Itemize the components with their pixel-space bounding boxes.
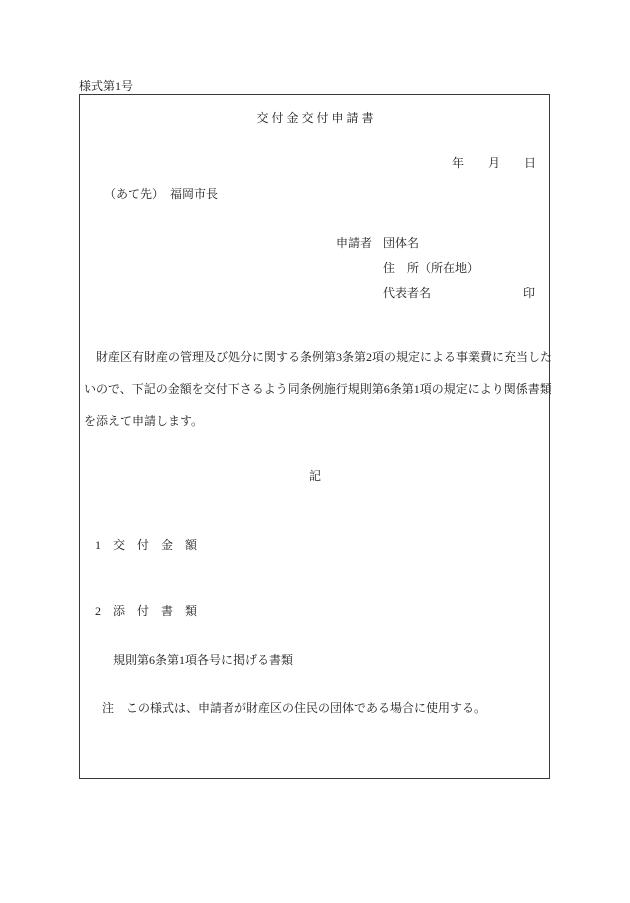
seal-mark: 印 bbox=[523, 286, 536, 300]
form-title: 交 付 金 交 付 申 請 書 bbox=[256, 111, 374, 125]
addressee: （あて先） 福岡市長 bbox=[104, 187, 219, 201]
date-line: 年 月 日 bbox=[452, 156, 537, 170]
body-line-2: いので、下記の金額を交付下さるよう同条例施行規則第6条第1項の規定により関係書類 bbox=[84, 382, 552, 396]
representative-label: 代表者名 bbox=[383, 286, 432, 300]
usage-note: 注 この様式は、申請者が財産区の住民の団体である場合に使用する。 bbox=[102, 701, 487, 715]
ki-heading: 記 bbox=[308, 469, 321, 483]
attachment-detail: 規則第6条第1項各号に掲げる書類 bbox=[113, 653, 294, 667]
body-line-3: を添えて申請します。 bbox=[84, 414, 204, 428]
organization-name-label: 団体名 bbox=[383, 236, 420, 250]
body-line-1: 財産区有財産の管理及び処分に関する条例第3条第2項の規定による事業費に充当した bbox=[96, 350, 553, 364]
item-grant-amount: 1 交 付 金 額 bbox=[95, 538, 198, 552]
applicant-label: 申請者 bbox=[336, 236, 373, 250]
address-label: 住 所（所在地） bbox=[383, 261, 480, 275]
item-attachments: 2 添 付 書 類 bbox=[95, 604, 198, 618]
form-number: 様式第1号 bbox=[79, 79, 134, 93]
